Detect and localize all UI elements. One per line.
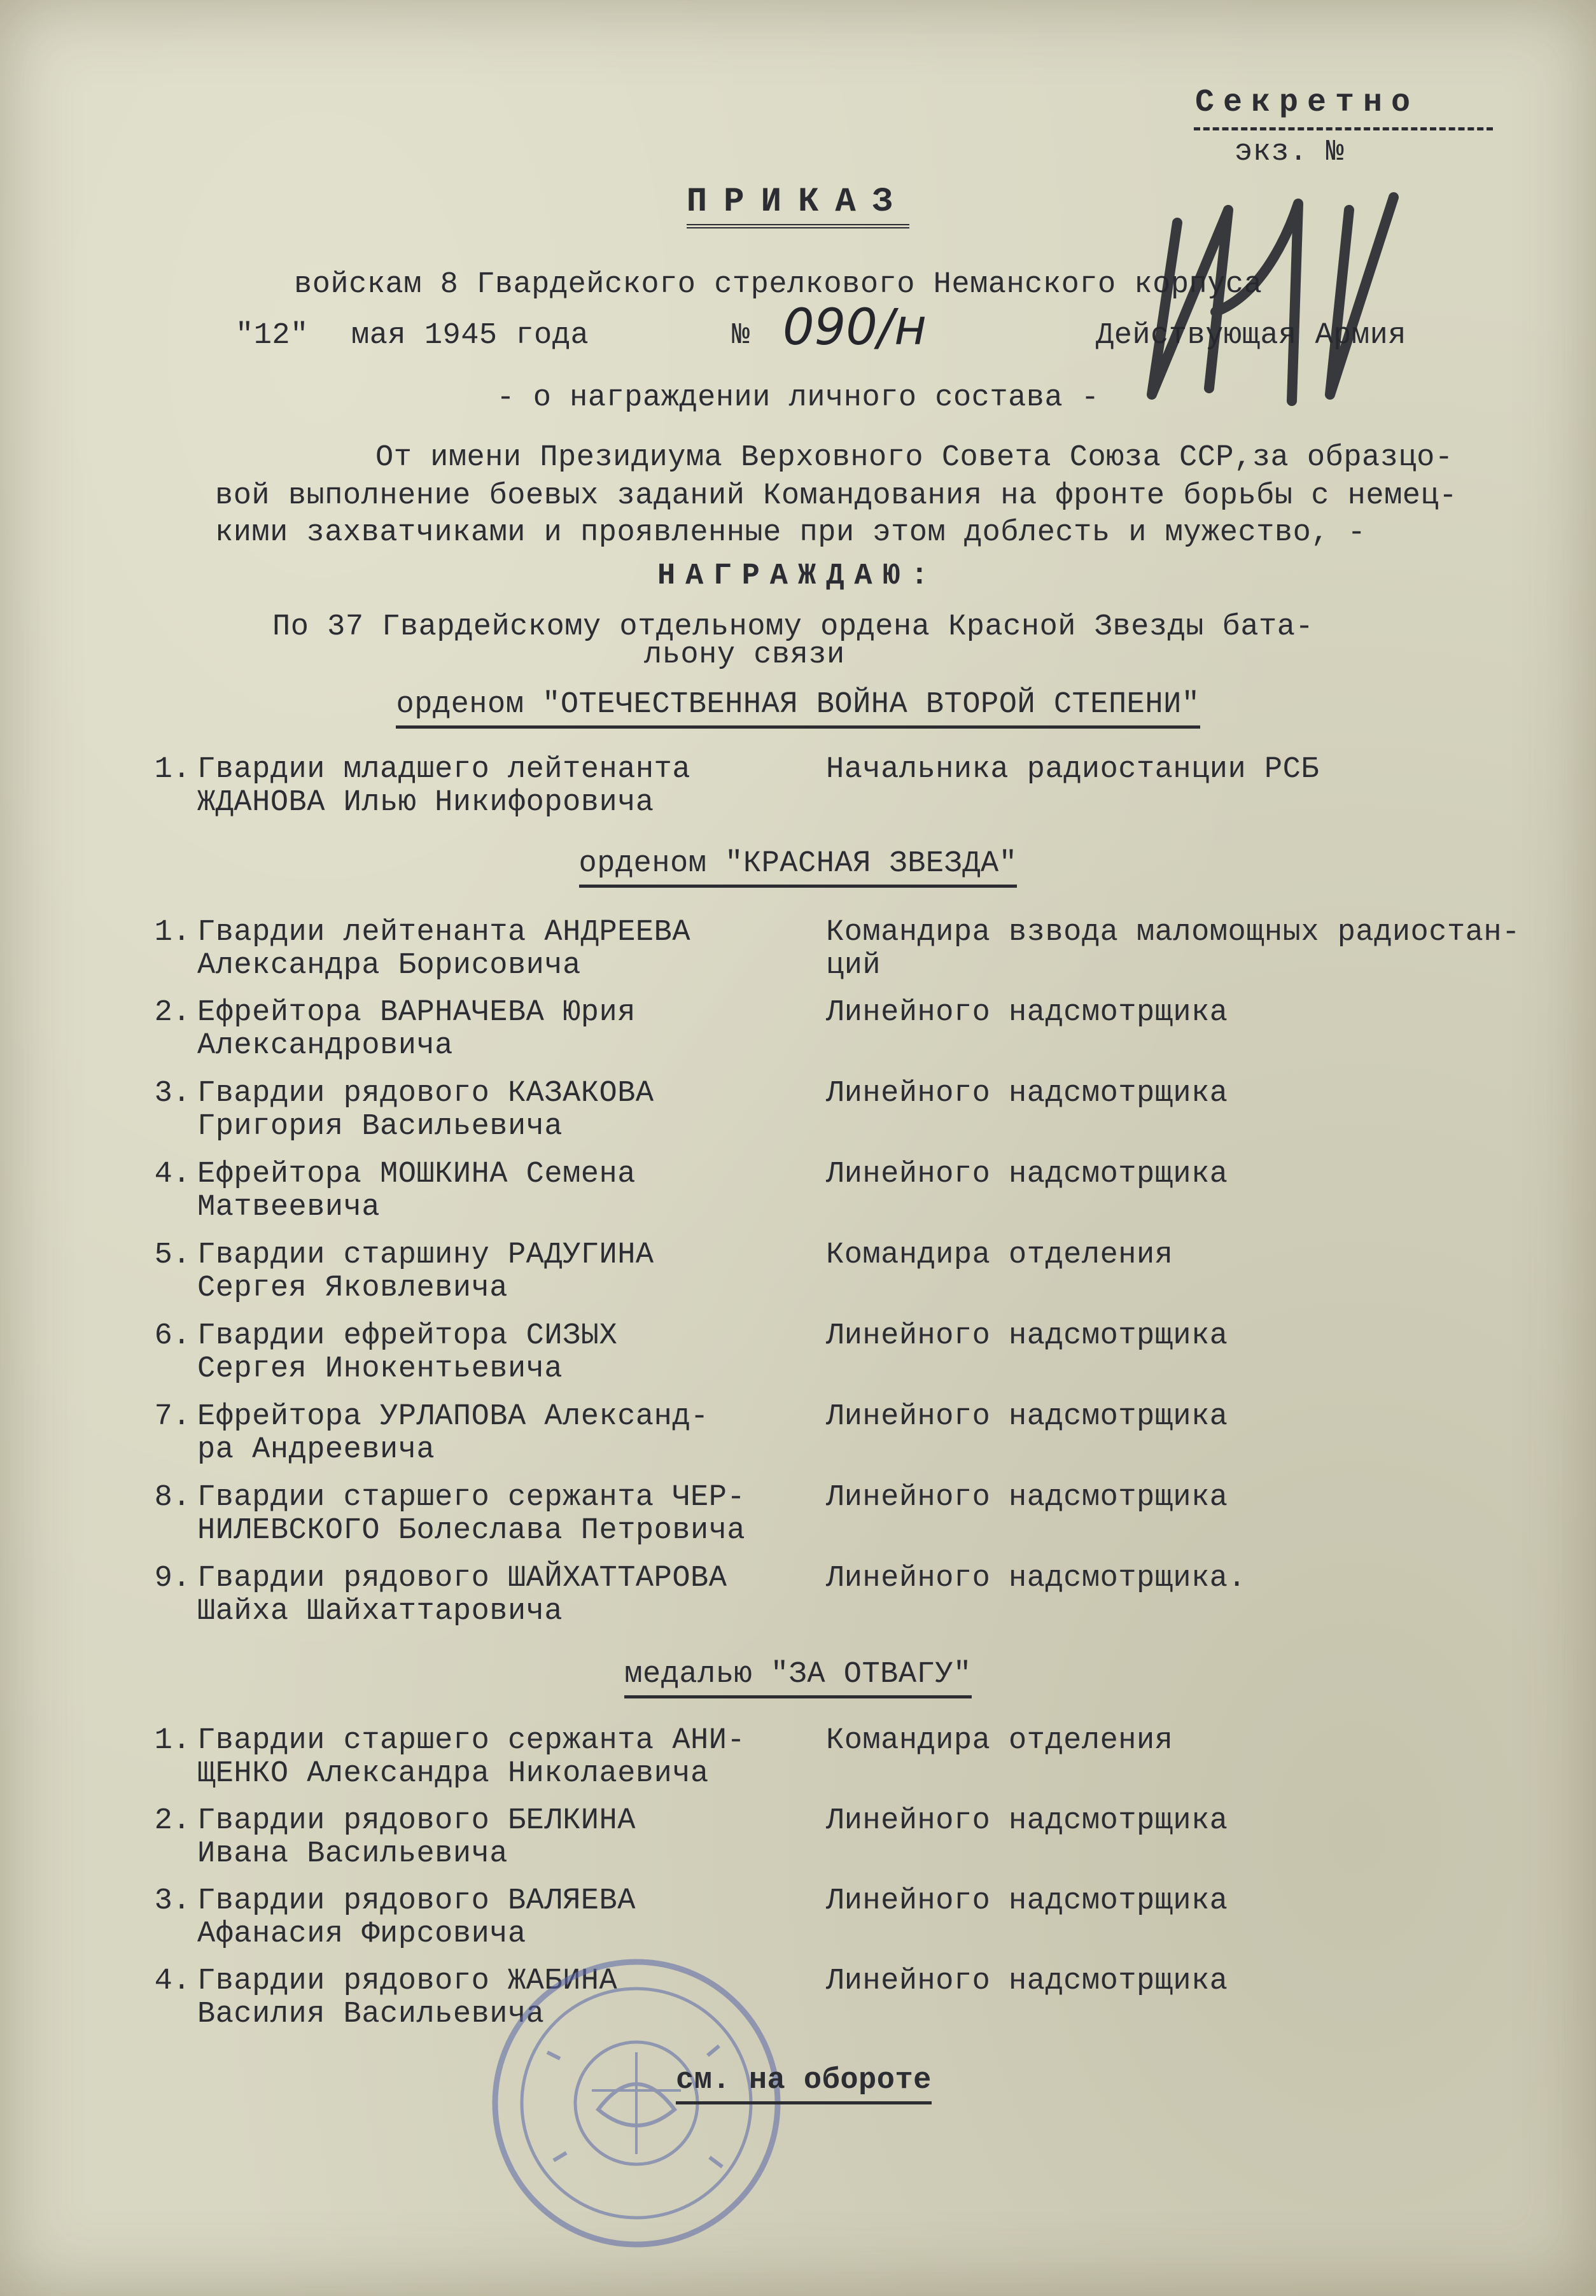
entry-number: 2. [154, 996, 191, 1030]
section-heading-patriotic-war: орденом "ОТЕЧЕСТВЕННАЯ ВОЙНА ВТОРОЙ СТЕПЕНИ" [396, 688, 1200, 729]
entry-number: 1. [154, 1724, 191, 1758]
entry-name-line: Гвардии лейтенанта АНДРЕЕВА [197, 916, 691, 949]
unit-line-2: льону связи [644, 638, 845, 672]
section-heading-wrap [0, 687, 1596, 723]
entry-position: Линейного надсмотрщика [826, 1319, 1228, 1353]
entry-number: 3. [154, 1077, 191, 1110]
subject-line: - о награждении личного состава - [496, 381, 1100, 415]
entry-number: 7. [154, 1400, 191, 1434]
entry-number: 4. [154, 1158, 191, 1191]
award-entry [0, 1076, 1596, 1152]
entry-number: 6. [154, 1319, 191, 1353]
entry-name-line: Василия Васильевича [197, 1998, 545, 2031]
entry-position: Линейного надсмотрщика [826, 1077, 1228, 1110]
entry-name-line: Гвардии рядового ВАЛЯЕВА [197, 1884, 636, 1918]
entry-position: Линейного надсмотрщика [826, 1400, 1228, 1434]
entry-number: 9. [154, 1562, 191, 1595]
entry-name-line: Ефрейтора ВАРНАЧЕВА Юрия [197, 996, 636, 1030]
entry-name-line: Гвардии рядового ШАЙХАТТАРОВА [197, 1562, 727, 1595]
entry-position: Начальника радиостанции РСБ [826, 753, 1320, 787]
entry-position: Командира взвода маломощных радиостан- [826, 916, 1520, 949]
entry-name-line: Гвардии старшего сержанта АНИ- [197, 1724, 746, 1758]
date-rest: мая 1945 года [351, 319, 589, 353]
entry-position: Линейного надсмотрщика [826, 1481, 1228, 1515]
entry-name-line: Гвардии старшего сержанта ЧЕР- [197, 1481, 746, 1515]
award-entry [0, 1803, 1596, 1880]
entry-name-line: Гвардии старшину РАДУГИНА [197, 1238, 654, 1272]
entry-name-line: НИЛЕВСКОГО Болеслава Петровича [197, 1514, 746, 1548]
entry-number: 3. [154, 1884, 191, 1918]
entry-name-line: Сергея Яковлевича [197, 1271, 508, 1305]
secret-underline [1194, 127, 1493, 130]
entry-name-line: Александра Борисовича [197, 949, 581, 983]
entry-name-line: ра Андреевича [197, 1433, 435, 1467]
copy-label: экз. № [1235, 136, 1345, 169]
entry-name-line: Афанасия Фирсовича [197, 1917, 526, 1951]
secret-label: Секретно [1195, 85, 1420, 121]
date-day: "12" [235, 319, 309, 353]
entry-name-line: ЖДАНОВА Илью Никифоровича [197, 786, 654, 820]
entry-position: Линейного надсмотрщика [826, 1804, 1228, 1838]
entry-name-line: Гвардии ефрейтора СИЗЫХ [197, 1319, 618, 1353]
entry-name-line: Шайха Шайхаттаровича [197, 1595, 563, 1628]
award-entry [0, 752, 1596, 829]
section-heading-wrap [0, 1657, 1596, 1693]
entry-name-line: Гвардии младшего лейтенанта [197, 753, 691, 787]
preamble-line-3: кими захватчиками и проявленные при этом доблесть и мужество, - [215, 516, 1366, 550]
award-entry [0, 1157, 1596, 1233]
award-entry [0, 1319, 1596, 1395]
entry-name-line: Сергея Инокентьевича [197, 1352, 563, 1386]
entry-number: 8. [154, 1481, 191, 1515]
entry-name-line: Григория Васильевича [197, 1110, 563, 1144]
army-label: Действующая Армия [1096, 319, 1406, 353]
section-heading-wrap [0, 846, 1596, 882]
entry-name-line: Гвардии рядового ЖАБИНА [197, 1964, 618, 1998]
order-title: ПРИКАЗ [687, 183, 909, 228]
preamble-line-1: От имени Президиума Верховного Совета Союза ССР,за образцо- [375, 441, 1453, 475]
entry-name-line: Матвеевича [197, 1191, 381, 1224]
footer-wrap [676, 2063, 932, 2099]
award-entry [0, 1399, 1596, 1476]
unit-line-1: По 37 Гвардейскому отдельному ордена Красной Звезды бата- [272, 610, 1314, 644]
entry-position: Линейного надсмотрщика [826, 1158, 1228, 1191]
award-entry [0, 1561, 1596, 1637]
entry-number: 1. [154, 916, 191, 949]
entry-name-line: Александровича [197, 1029, 453, 1063]
entry-name-line: Ефрейтора УРЛАПОВА Александ- [197, 1400, 709, 1434]
award-entry [0, 1238, 1596, 1314]
entry-number: 4. [154, 1964, 191, 1998]
entry-position-cont: ций [826, 949, 881, 983]
entry-position: Линейного надсмотрщика [826, 1964, 1228, 1998]
entry-name-line: ЩЕНКО Александра Николаевича [197, 1757, 709, 1791]
entry-position: Линейного надсмотрщика. [826, 1562, 1247, 1595]
award-entry [0, 1964, 1596, 2040]
entry-position: Линейного надсмотрщика [826, 1884, 1228, 1918]
entry-position: Линейного надсмотрщика [826, 996, 1228, 1030]
handwritten-number-mark [1139, 185, 1406, 414]
award-entry [0, 915, 1596, 991]
preamble-line-2: вой выполнение боевых заданий Командования на фронте борьбы с немец- [215, 479, 1457, 513]
section-heading-red-star: орденом "КРАСНАЯ ЗВЕЗДА" [579, 847, 1018, 888]
order-number-handwritten: 090/н [783, 299, 927, 356]
entry-number: 5. [154, 1238, 191, 1272]
section-heading-bravery-medal: медалью "ЗА ОТВАГУ" [624, 1658, 971, 1698]
entry-name-line: Гвардии рядового КАЗАКОВА [197, 1077, 654, 1110]
troops-line: войскам 8 Гвардейского стрелкового Неманского корпуса [294, 268, 1263, 302]
entry-number: 1. [154, 753, 191, 787]
entry-number: 2. [154, 1804, 191, 1838]
entry-name-line: Гвардии рядового БЕЛКИНА [197, 1804, 636, 1838]
award-word: НАГРАЖДАЮ: [657, 559, 939, 593]
entry-position: Командира отделения [826, 1238, 1173, 1272]
entry-name-line: Ефрейтора МОШКИНА Семена [197, 1158, 636, 1191]
award-entry [0, 1723, 1596, 1800]
award-entry [0, 1884, 1596, 1960]
see-reverse-note: см. на обороте [676, 2064, 932, 2104]
entry-position: Командира отделения [826, 1724, 1173, 1758]
award-entry [0, 995, 1596, 1072]
entry-name-line: Ивана Васильевича [197, 1837, 508, 1871]
award-entry [0, 1480, 1596, 1557]
order-number-prefix: № [732, 319, 750, 353]
handwritten-mark-text [1190, 191, 1192, 192]
